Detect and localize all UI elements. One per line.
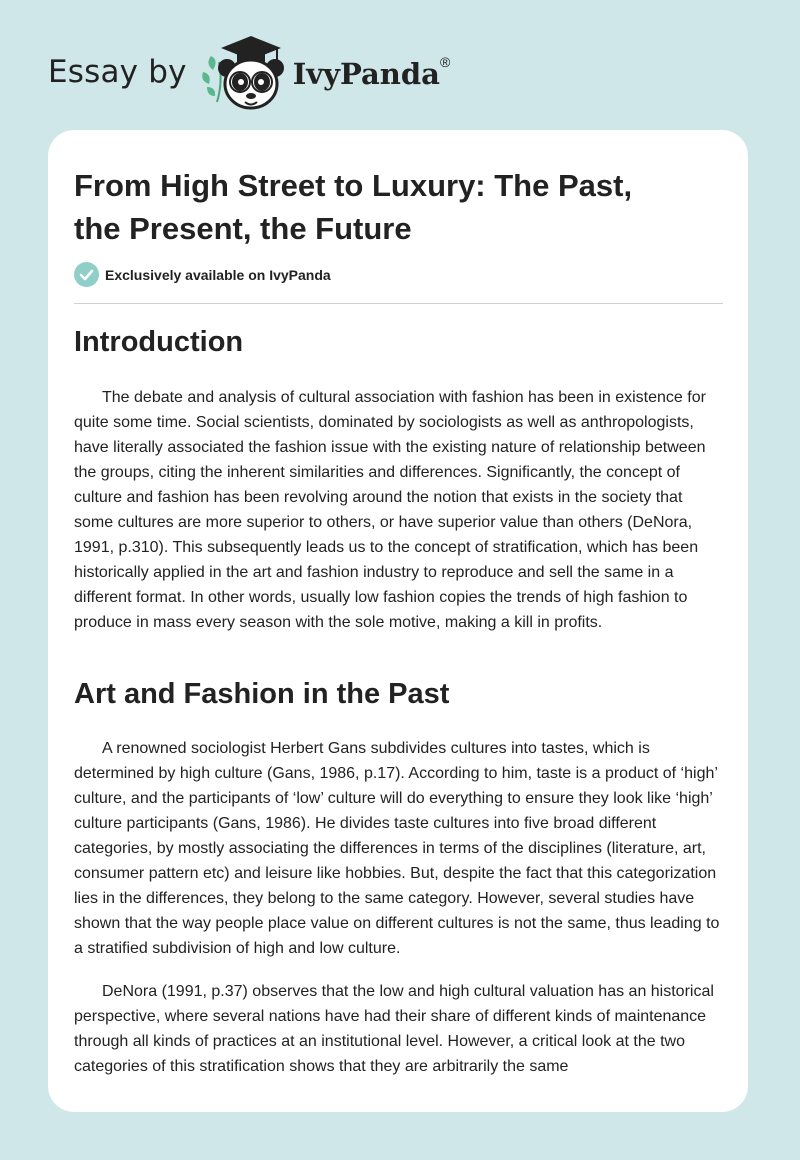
exclusive-badge	[74, 262, 331, 287]
check-circle-icon	[74, 262, 99, 287]
paragraph: The debate and analysis of cultural association with fashion has been in existence for quite some time. Social scientists, dominated by sociologists as well as anthropologists, have literally associated the fashion issue with the existing nature of relationship between the groups, citing the inherent similarities and differences. Significantly, the concept of culture and fashion has been revolving around the notion that exists in the society that some cultures are more superior to others, or have superior value than others (DeNora, 1991, p.310). This subsequently leads us to the concept of stratification, which has been historically applied in the art and fashion industry to reproduce and sell the same in a different format. In other words, usually low fashion copies the trends of high fashion to produce in mass every season with the sole motive, making a kill in profits.	[74, 389, 706, 631]
panda-logo-icon[interactable]	[199, 32, 289, 112]
divider	[74, 303, 723, 304]
section-heading-art-fashion-past: Art and Fashion in the Past	[74, 678, 450, 710]
essay-title-line1: From High Street to Luxury: The Past,	[74, 168, 633, 203]
registered-mark: ®	[439, 54, 451, 71]
section-heading-introduction: Introduction	[74, 326, 244, 358]
site-header	[48, 32, 548, 112]
paragraph: A renowned sociologist Herbert Gans subdivides cultures into tastes, which is determined by high culture (Gans, 1986, p.17). According to him, taste is a product of ‘high’ culture, and the participants of ‘low’ culture will do everything to ensure they look like ‘high’ culture participants (Gans, 1986). He divides taste cultures into five broad different categories, by mostly associating the differences in terms of the disciplines (literature, art, consumer pattern etc) and leisure like hobbies. But, despite the fact that this categorization lies in the differences, they belong to the same category. However, several studies have shown that the way people place value on different cultures is not the same, thus leading to a stratified subdivision of high and low culture.	[74, 740, 720, 957]
paragraph: DeNora (1991, p.37) observes that the low and high cultural valuation has an historical perspective, where several nations have had their share of different kinds of maintenance through all kinds of practices at an institutional level. However, a critical look at the two categories of this stratification shows that they are arbitrarily the same	[74, 983, 714, 1075]
essay-title-line2: the Present, the Future	[74, 211, 412, 246]
essay-card	[48, 130, 748, 1112]
exclusive-badge-label: Exclusively available on IvyPanda	[105, 266, 331, 283]
essay-title	[74, 164, 724, 250]
essay-by-label: Essay by	[48, 54, 187, 90]
brand-name[interactable]: IvyPanda®	[292, 54, 451, 91]
